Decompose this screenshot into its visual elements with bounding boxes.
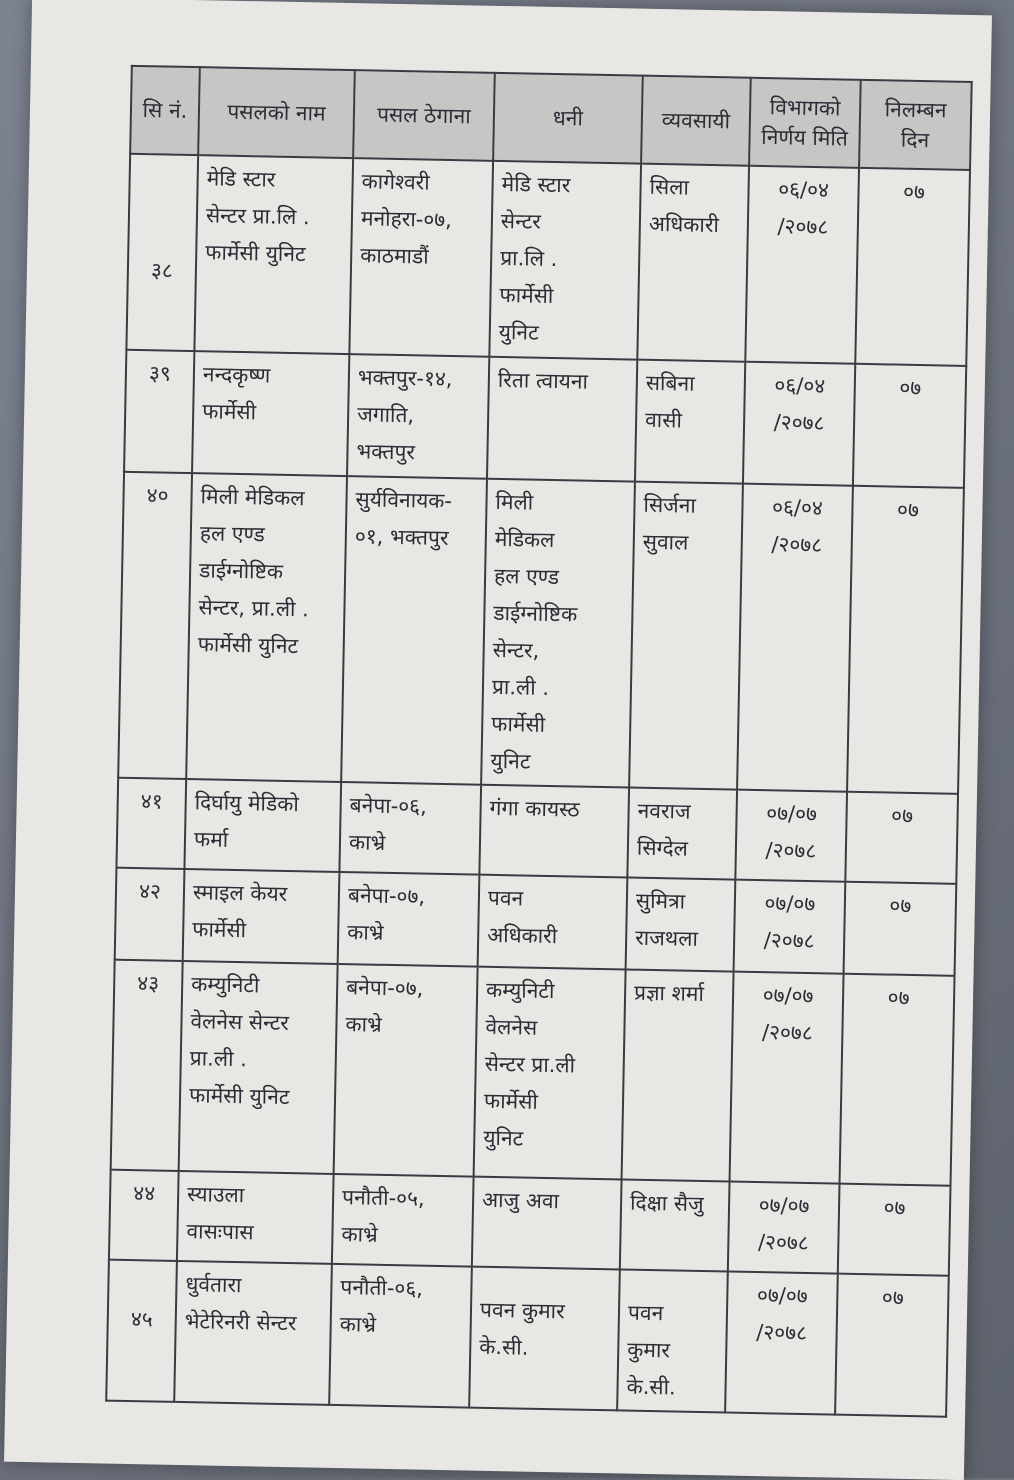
decision-date-cell: ०७/०७ /२०७८	[735, 790, 847, 882]
header-shop-address: पसल ठेगाना	[353, 70, 495, 161]
shop-address-cell: कागेश्वरी मनोहरा-०७, काठमाडौं	[349, 158, 493, 357]
businessperson-cell: सिर्जना सुवाल	[629, 482, 743, 790]
businessperson-cell: दिक्षा सैजु	[620, 1179, 730, 1271]
suspension-days-cell: ०७	[844, 882, 957, 976]
decision-date-cell: ०६/०४ /२०७८	[745, 166, 859, 364]
shop-name-cell: स्माइल केयर फार्मेसी	[183, 869, 340, 964]
table-row	[106, 1260, 949, 1417]
serial-number-cell: ४०	[118, 472, 192, 779]
suspension-days-cell: ०७	[838, 1184, 951, 1276]
owner-cell: मिली मेडिकल हल एण्ड डाईग्नोष्टिक सेन्टर, प्रा.ली . फार्मेसी युनिट	[481, 479, 635, 788]
decision-date-cell: ०६/०४ /२०७८	[743, 362, 855, 486]
shop-name-cell: स्याउला वासःपास	[177, 1171, 334, 1264]
suspension-days-cell: ०७	[855, 168, 970, 366]
owner-cell: रिता त्वायना	[487, 357, 637, 482]
suspension-days-cell: ०७	[847, 486, 964, 794]
shop-name-cell: दिर्घायु मेडिको फर्मा	[184, 779, 341, 872]
owner-cell: पवन अधिकारी	[478, 875, 628, 970]
table-row	[109, 1170, 951, 1276]
document-page	[4, 0, 992, 1480]
shop-name-cell: धुर्वतारा भेटेरिनरी सेन्टर	[174, 1261, 332, 1405]
table-row	[118, 472, 964, 794]
owner-cell: आजु अवा	[472, 1177, 622, 1270]
shop-address-cell: बनेपा-०७, काभ्रे	[334, 964, 478, 1177]
header-suspension-days: निलम्बन दिन	[859, 80, 972, 170]
businessperson-cell: प्रज्ञा शर्मा	[622, 969, 734, 1181]
businessperson-cell: नवराज सिग्देल	[627, 788, 737, 880]
header-owner: धनी	[493, 73, 643, 164]
businessperson-cell: सुमित्रा राजथला	[626, 878, 736, 972]
serial-number-cell: ४२	[115, 868, 185, 961]
shop-name-cell: मिली मेडिकल हल एण्ड डाईग्नोष्टिक सेन्टर, प्रा.ली . फार्मेसी युनिट	[186, 473, 347, 782]
businessperson-cell: सबिना वासी	[635, 360, 745, 484]
shop-name-cell: नन्दकृष्ण फार्मेसी	[192, 351, 349, 476]
shop-address-cell: पनौती-०६, काभ्रे	[329, 1264, 472, 1408]
businessperson-cell: पवन कुमार के.सी.	[617, 1269, 728, 1412]
serial-number-cell: ४३	[111, 960, 183, 1171]
table-row	[116, 778, 958, 884]
serial-number-cell: ४१	[116, 778, 186, 869]
table-row	[126, 154, 970, 366]
header-serial-number: सि नं.	[130, 66, 200, 155]
shop-address-cell: बनेपा-०७, काभ्रे	[338, 872, 480, 967]
owner-cell: मेडि स्टार सेन्टर प्रा.लि . फार्मेसी युनिट	[489, 161, 641, 360]
owner-cell: पवन कुमार के.सी.	[469, 1267, 620, 1411]
header-shop-name: पसलको नाम	[198, 67, 355, 158]
shop-address-cell: बनेपा-०६, काभ्रे	[339, 782, 481, 875]
serial-number-cell: ३८	[126, 154, 198, 351]
decision-date-cell: ०७/०७ /२०७८	[734, 880, 846, 974]
header-businessperson: व्यवसायी	[641, 76, 751, 166]
suspension-days-cell: ०७	[840, 974, 955, 1186]
table-row	[115, 868, 957, 976]
header-decision-date: विभागको निर्णय मिति	[749, 78, 861, 168]
serial-number-cell: ४५	[106, 1260, 177, 1402]
owner-cell: गंगा कायस्ठ	[479, 785, 629, 878]
decision-date-cell: ०७/०७ /२०७८	[730, 972, 844, 1184]
businessperson-cell: सिला अधिकारी	[637, 164, 749, 362]
decision-date-cell: ०६/०४ /२०७८	[737, 484, 853, 792]
shop-name-cell: कम्युनिटी वेलनेस सेन्टर प्रा.ली . फार्मेसी युनिट	[179, 961, 338, 1174]
header-row	[130, 66, 972, 170]
serial-number-cell: ४४	[109, 1170, 179, 1261]
table-row	[111, 960, 955, 1186]
decision-date-cell: ०७/०७ /२०७८	[725, 1272, 838, 1415]
suspension-table	[105, 65, 973, 1418]
table-row	[124, 350, 966, 488]
shop-name-cell: मेडि स्टार सेन्टर प्रा.लि . फार्मेसी युनिट	[194, 155, 353, 354]
shop-address-cell: भक्तपुर-१४, जगाति, भक्तपुर	[347, 354, 489, 479]
serial-number-cell: ३९	[124, 350, 194, 473]
owner-cell: कम्युनिटी वेलनेस सेन्टर प्रा.ली फार्मेसी युनिट	[474, 967, 626, 1180]
suspension-days-cell: ०७	[845, 792, 958, 884]
suspension-days-cell: ०७	[853, 364, 966, 488]
shop-address-cell: सुर्यविनायक- ०१, भक्तपुर	[341, 476, 487, 785]
shop-address-cell: पनौती-०५, काभ्रे	[332, 1174, 474, 1267]
suspension-days-cell: ०७	[835, 1274, 949, 1417]
decision-date-cell: ०७/०७ /२०७८	[728, 1182, 840, 1274]
